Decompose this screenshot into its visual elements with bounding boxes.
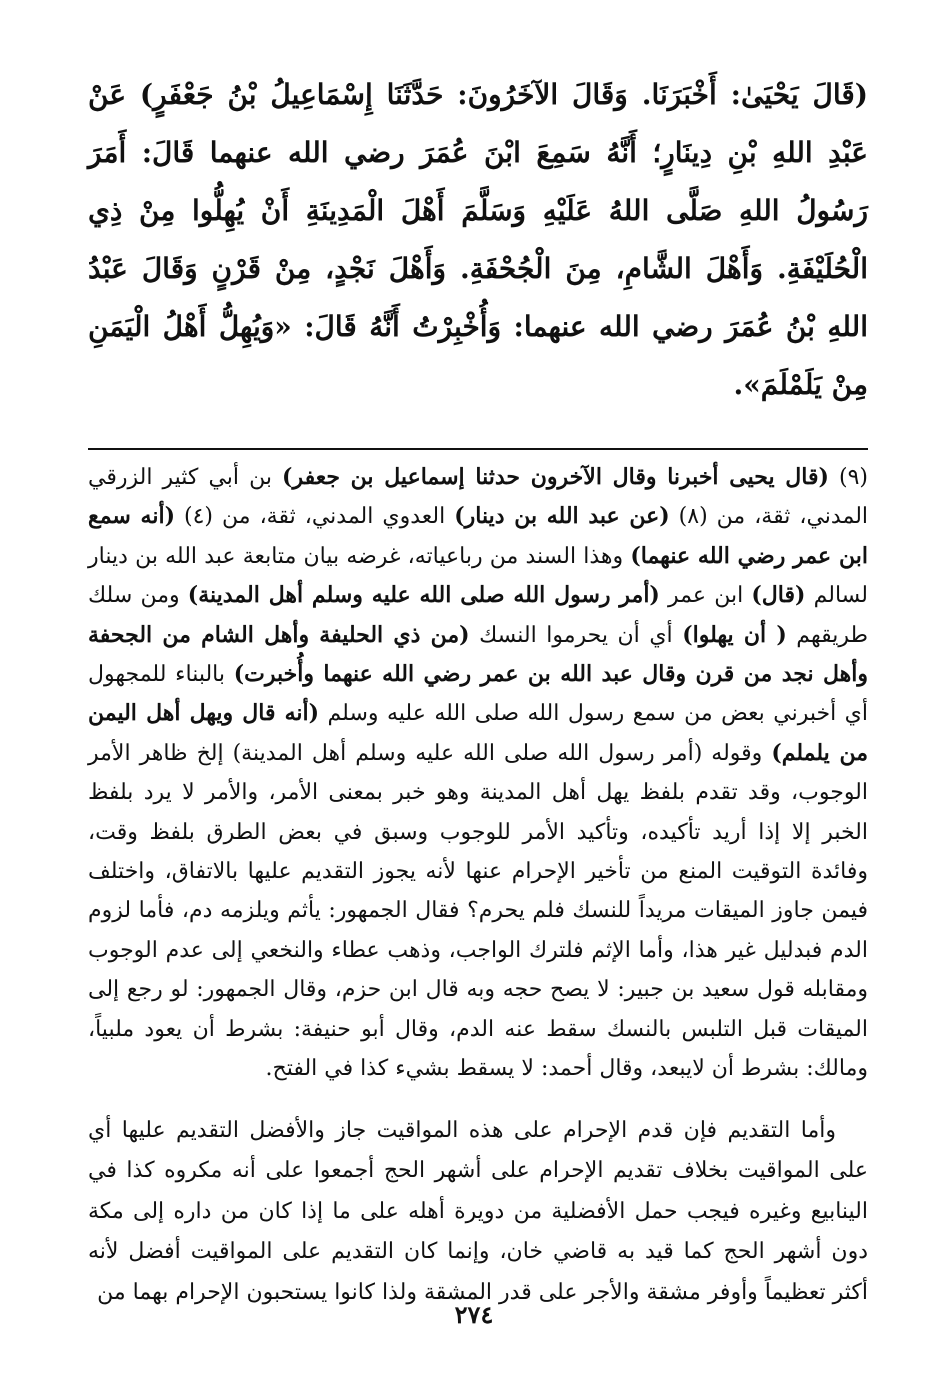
commentary-segment: بالبناء للمجهول أي أخبرني بعض من سمع رسول الله صلى الله عليه وسلم bbox=[88, 662, 868, 727]
commentary-bold-segment: (أنه قال ويهل أهل اليمن من يلملم) bbox=[88, 700, 868, 766]
commentary-segment: ومن سلك طريقهم bbox=[88, 583, 868, 648]
commentary-bold-segment: (عن عبد الله بن دينار) bbox=[454, 503, 670, 530]
commentary-segment: أي أن يحرموا النسك bbox=[469, 622, 683, 648]
hadith-text: (قَالَ يَحْيَىٰ: أَخْبَرَنَا. وَقَالَ الآخَرُونَ: حَدَّثَنَا إِسْمَاعِيلُ بْنُ جَعْفَرٍ) عَنْ عَبْدِ اللهِ بْنِ دِينَارٍ؛ أَنَّهُ سَمِعَ ابْنَ عُمَرَ رضي الله عنهما قَالَ: أَمَرَ رَسُولُ اللهِ صَلَّى اللهُ عَلَيْهِ وَسَلَّمَ أَهْلَ الْمَدِينَةِ أَنْ يُهِلُّوا مِنْ ذِي الْحُلَيْفَةِ. وَأَهْلَ الشَّامِ، مِنَ الْجُحْفَةِ. وَأَهْلَ نَجْدٍ، مِنْ قَرْنٍ وَقَالَ عَبْدُ اللهِ بْنُ عُمَرَ رضي الله عنهما: وَأُخْبِرْتُ أَنَّهُ قَالَ: «وَيُهِلُّ أَهْلُ الْيَمَنِ مِنْ يَلَمْلَمَ». bbox=[88, 78, 868, 401]
commentary-bold-segment: (قال يحيى أخبرنا وقال الآخرون حدثنا إسماعيل بن جعفر) bbox=[282, 464, 829, 490]
commentary-segment: وهذا السند من رباعياته، غرضه بيان متابعة عبد الله بن دينار لسالم bbox=[88, 543, 868, 609]
commentary-segment: (٩) bbox=[828, 465, 868, 490]
commentary-bold-segment: (من ذي الحليفة وأهل الشام من الجحفة وأهل نجد من قرن وقال عبد الله بن عمر رضي الله عنهما وأُخبرت) bbox=[88, 621, 868, 688]
commentary-bold-segment: (أنه سمع ابن عمر رضي الله عنهما) bbox=[88, 503, 868, 569]
page-content bbox=[88, 66, 868, 1313]
commentary-bold-segment: ( أن يهلوا) bbox=[682, 621, 787, 648]
body-paragraph: وأما التقديم فإن قدم الإحرام على هذه المواقيت جاز والأفضل التقديم عليها أي على المواقيت بخلاف تقديم الإحرام على أشهر الحج أجمعوا على أنه مكروه كذا في الينابيع وغيره فيجب حمل الأفضلية من دويرة أهله على ما إذا كان من داره إلى مكة دون أشهر الحج كما قيد به قاضي خان، وإنما كان التقديم على المواقيت أفضل لأنه أكثر تعظيماً وأوفر مشقة والأجر على قدر المشقة ولذا كانوا يستحبون الإحرام بهما من bbox=[88, 1117, 868, 1305]
commentary-bold-segment: (أمر رسول الله صلى الله عليه وسلم أهل المدينة) bbox=[187, 582, 660, 609]
commentary-segment: العدوي المدني، ثقة، من (٤) bbox=[174, 504, 455, 530]
commentary-segment: ابن عمر bbox=[659, 583, 752, 609]
page-number: ٢٧٤ bbox=[454, 1300, 494, 1329]
footnote-separator bbox=[88, 448, 868, 450]
commentary-segment: وقوله (أمر رسول الله صلى الله عليه وسلم أهل المدينة) إلخ ظاهر الأمر الوجوب، وقد تقدم بلفظ يهل أهل المدينة وهو خبر بمعنى الأمر، والأمر لا يرد بلفظ الخبر إلا إذا أريد تأكيده، وتأكيد الأمر للوجوب وسبق في بعض الطرق بلفظ وقت، وفائدة التوقيت المنع من تأخير الإحرام عنها لأنه يجوز التقديم عليها بالاتفاق، واختلف فيمن جاوز الميقات مريداً للنسك فلم يحرم؟ فقال الجمهور: يأثم ويلزمه دم، فأما لزوم الدم فبدليل غير هذا، وأما الإثم فلترك الواجب، وذهب عطاء والنخعي إلى عدم الوجوب ومقابله قول سعيد بن جبير: لا يصح حجه وبه قال ابن حزم، وقال الجمهور: لو رجع إلى الميقات قبل التلبس بالنسك سقط عنه الدم، وقال أبو حنيفة: بشرط أن يعود ملبياً، ومالك: بشرط أن لايبعد، وقال أحمد: لا يسقط بشيء كذا في الفتح. bbox=[88, 740, 868, 1082]
commentary-segment: بن أبي كثير الزرقي المدني، ثقة، من (٨) bbox=[88, 465, 869, 530]
commentary-footnote bbox=[88, 458, 868, 1089]
commentary-bold-segment: (قال) bbox=[751, 582, 806, 609]
